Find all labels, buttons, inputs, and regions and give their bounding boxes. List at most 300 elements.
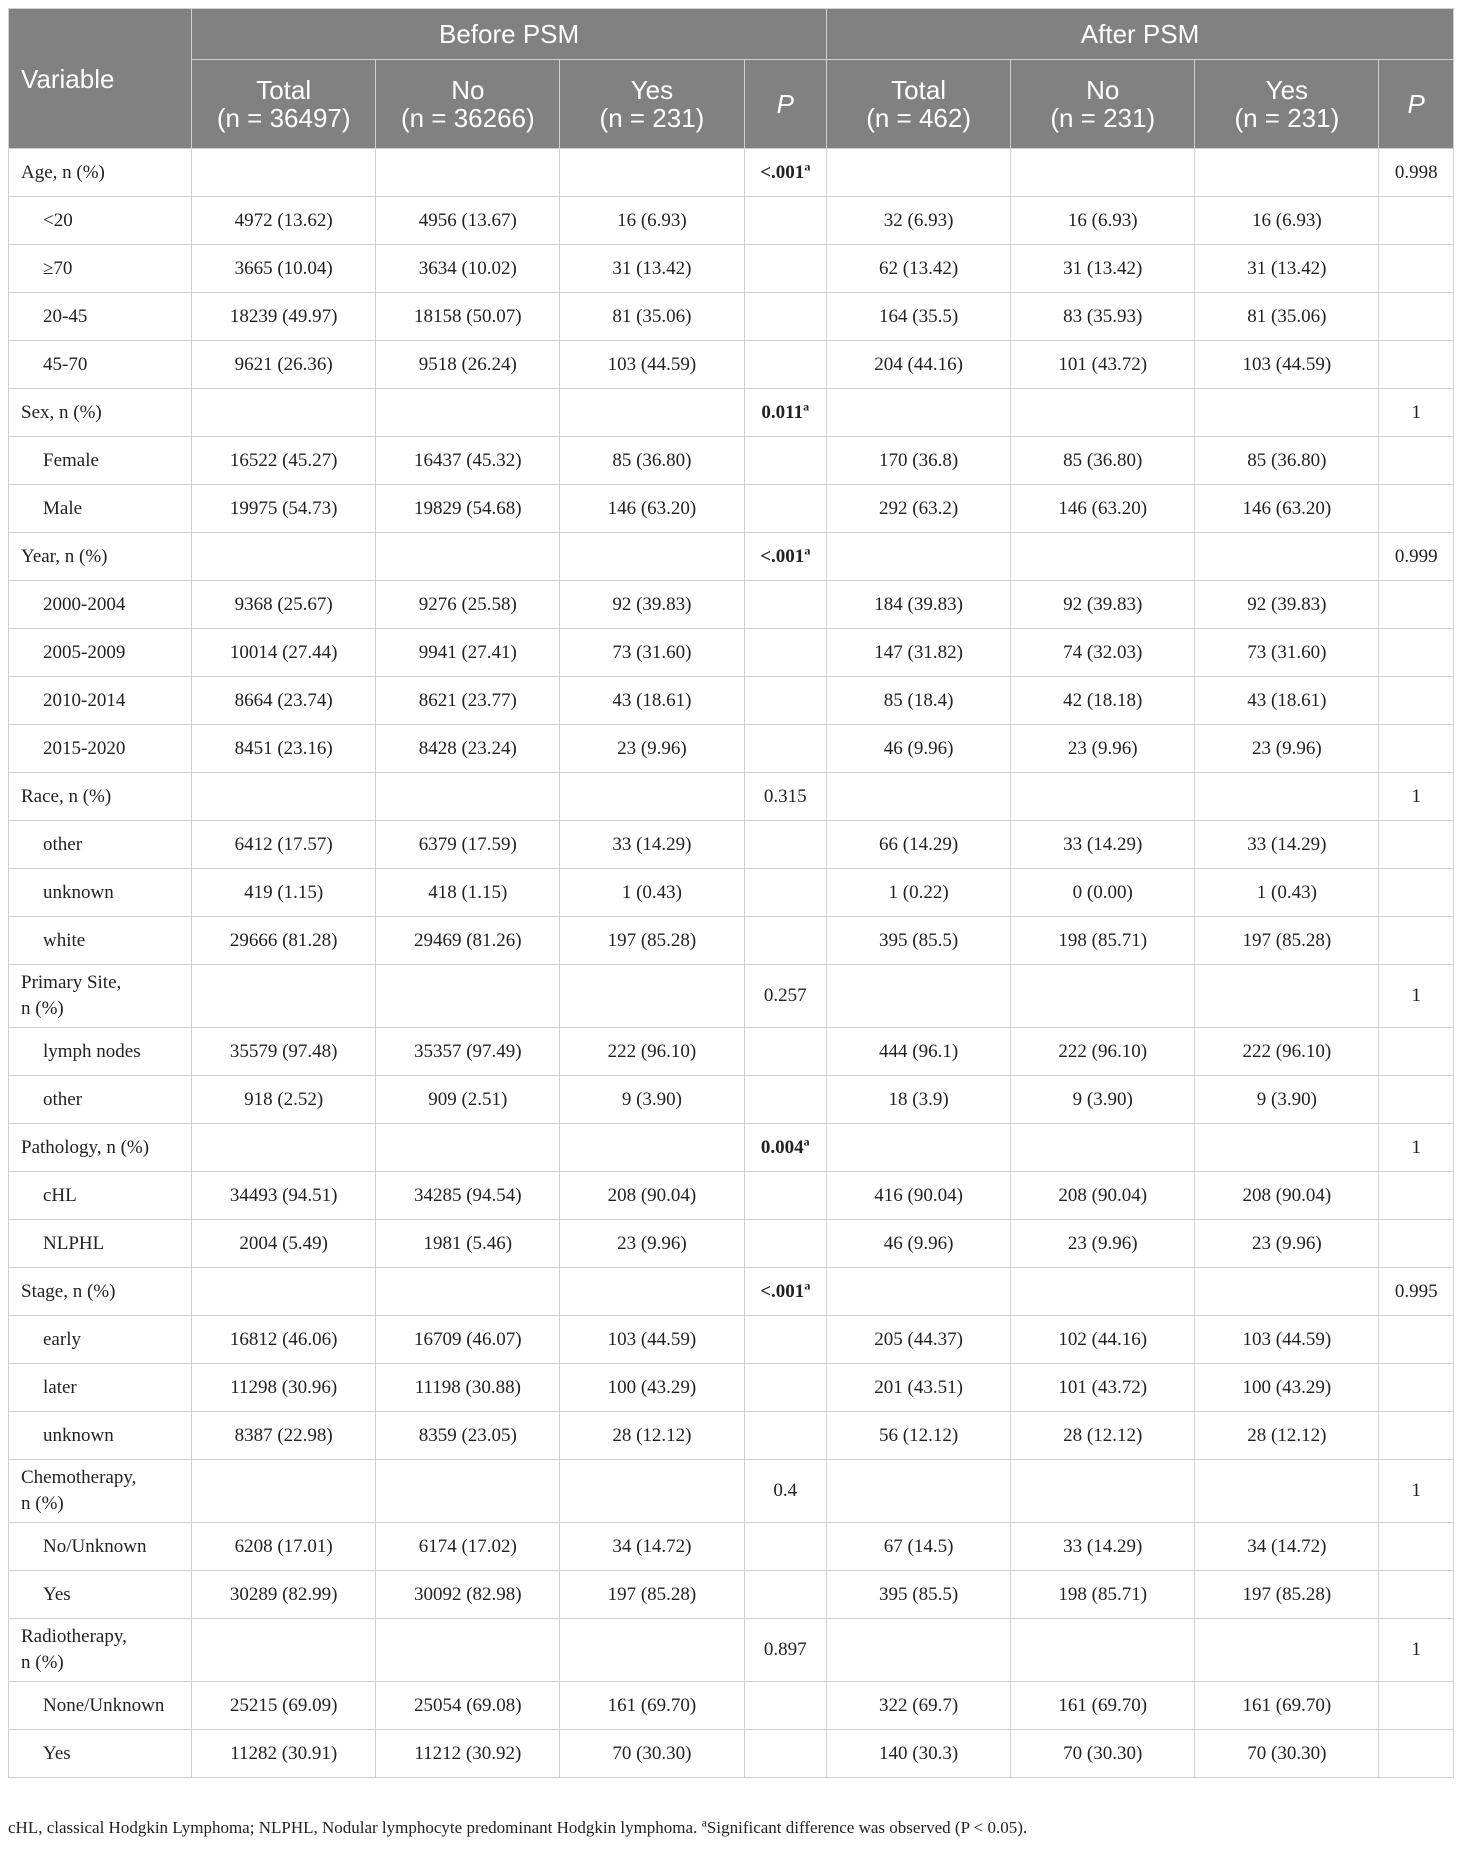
table-cell: 1981 (5.46) <box>376 1220 560 1268</box>
table-cell <box>1195 773 1379 821</box>
p-value-empty <box>744 485 827 533</box>
table-cell <box>827 1619 1011 1682</box>
p-value-before: 0.897 <box>744 1619 827 1682</box>
table-cell: 1 (0.43) <box>1195 869 1379 917</box>
p-value-empty <box>1379 485 1454 533</box>
table-cell: 201 (43.51) <box>827 1364 1011 1412</box>
table-cell: 161 (69.70) <box>560 1682 744 1730</box>
table-cell <box>376 1460 560 1523</box>
table-cell <box>376 965 560 1028</box>
table-row <box>9 1172 1454 1220</box>
table-row <box>9 1076 1454 1124</box>
p-value-empty <box>744 1682 827 1730</box>
row-label: NLPHL <box>9 1220 192 1268</box>
header-after-yes: Yes (n = 231) <box>1195 60 1379 149</box>
table-cell: 8359 (23.05) <box>376 1412 560 1460</box>
p-value-empty <box>744 1730 827 1778</box>
table-cell: 9 (3.90) <box>1195 1076 1379 1124</box>
header-variable: Variable <box>9 9 192 149</box>
p-value-after: 1 <box>1379 1619 1454 1682</box>
table-cell: 92 (39.83) <box>560 581 744 629</box>
table-cell: 395 (85.5) <box>827 1571 1011 1619</box>
table-cell: 9 (3.90) <box>560 1076 744 1124</box>
p-value-empty <box>1379 629 1454 677</box>
header-after-total: Total (n = 462) <box>827 60 1011 149</box>
table-cell: 419 (1.15) <box>192 869 376 917</box>
table-cell: 18158 (50.07) <box>376 293 560 341</box>
table-cell: 32 (6.93) <box>827 197 1011 245</box>
table-container <box>8 8 1454 1778</box>
p-value-before: <.001$^a$ <box>744 1268 827 1316</box>
row-label: unknown <box>9 1412 192 1460</box>
table-row <box>9 1523 1454 1571</box>
table-row <box>9 725 1454 773</box>
row-label: Stage, n (%) <box>9 1268 192 1316</box>
table-cell: 16 (6.93) <box>1195 197 1379 245</box>
table-cell: 16 (6.93) <box>560 197 744 245</box>
p-value-before: 0.004$^a$ <box>744 1124 827 1172</box>
table-cell: 3665 (10.04) <box>192 245 376 293</box>
table-cell: 9 (3.90) <box>1011 1076 1195 1124</box>
header-before-p: P <box>744 60 827 149</box>
table-row <box>9 581 1454 629</box>
table-row <box>9 869 1454 917</box>
table-cell: 34285 (94.54) <box>376 1172 560 1220</box>
table-cell: 197 (85.28) <box>560 1571 744 1619</box>
table-cell: 23 (9.96) <box>1011 725 1195 773</box>
table-cell <box>827 1124 1011 1172</box>
table-cell: 9368 (25.67) <box>192 581 376 629</box>
table-cell <box>1011 1460 1195 1523</box>
table-cell: 101 (43.72) <box>1011 341 1195 389</box>
p-value-empty <box>1379 1028 1454 1076</box>
table-cell: 31 (13.42) <box>560 245 744 293</box>
table-cell <box>1011 389 1195 437</box>
table-cell <box>192 389 376 437</box>
table-row <box>9 245 1454 293</box>
table-cell <box>376 1619 560 1682</box>
table-cell: 208 (90.04) <box>1195 1172 1379 1220</box>
table-cell <box>376 389 560 437</box>
table-cell: 23 (9.96) <box>1011 1220 1195 1268</box>
row-label: 2015-2020 <box>9 725 192 773</box>
table-cell: 204 (44.16) <box>827 341 1011 389</box>
p-value-after: 0.999 <box>1379 533 1454 581</box>
table-cell <box>1195 149 1379 197</box>
table-cell: 909 (2.51) <box>376 1076 560 1124</box>
table-cell <box>376 1268 560 1316</box>
table-row <box>9 1571 1454 1619</box>
table-cell: 208 (90.04) <box>560 1172 744 1220</box>
table-cell: 92 (39.83) <box>1195 581 1379 629</box>
table-cell: 6174 (17.02) <box>376 1523 560 1571</box>
table-cell <box>1195 389 1379 437</box>
table-cell: 9941 (27.41) <box>376 629 560 677</box>
table-cell: 81 (35.06) <box>560 293 744 341</box>
p-value-empty <box>744 197 827 245</box>
row-label: Female <box>9 437 192 485</box>
table-cell <box>560 389 744 437</box>
p-value-empty <box>744 1412 827 1460</box>
table-cell: 67 (14.5) <box>827 1523 1011 1571</box>
row-label: None/Unknown <box>9 1682 192 1730</box>
table-cell <box>560 1124 744 1172</box>
table-cell: 29469 (81.26) <box>376 917 560 965</box>
p-value-after: 1 <box>1379 1124 1454 1172</box>
table-cell: 81 (35.06) <box>1195 293 1379 341</box>
table-cell: 205 (44.37) <box>827 1316 1011 1364</box>
row-label: ≥70 <box>9 245 192 293</box>
table-row <box>9 629 1454 677</box>
table-cell <box>1011 1619 1195 1682</box>
p-value-before: 0.315 <box>744 773 827 821</box>
table-cell <box>827 389 1011 437</box>
table-cell: 70 (30.30) <box>560 1730 744 1778</box>
table-cell: 29666 (81.28) <box>192 917 376 965</box>
table-cell: 197 (85.28) <box>1195 1571 1379 1619</box>
row-label: 2000-2004 <box>9 581 192 629</box>
table-cell: 101 (43.72) <box>1011 1364 1195 1412</box>
p-value-before: 0.011$^a$ <box>744 389 827 437</box>
table-row-group <box>9 1124 1454 1172</box>
table-row-group <box>9 965 1454 1028</box>
table-cell: 85 (36.80) <box>1011 437 1195 485</box>
p-value-empty <box>744 293 827 341</box>
table-cell: 28 (12.12) <box>1011 1412 1195 1460</box>
table-cell: 85 (18.4) <box>827 677 1011 725</box>
table-cell: 103 (44.59) <box>1195 1316 1379 1364</box>
table-cell <box>376 149 560 197</box>
p-value-empty <box>1379 437 1454 485</box>
table-cell <box>192 1619 376 1682</box>
table-cell <box>1011 965 1195 1028</box>
table-cell: 43 (18.61) <box>560 677 744 725</box>
table-cell: 4972 (13.62) <box>192 197 376 245</box>
p-value-empty <box>1379 581 1454 629</box>
table-row <box>9 437 1454 485</box>
table-row <box>9 293 1454 341</box>
table-cell <box>1011 773 1195 821</box>
table-cell: 103 (44.59) <box>560 341 744 389</box>
row-label: Primary Site, n (%) <box>9 965 192 1028</box>
row-label: Race, n (%) <box>9 773 192 821</box>
table-cell <box>192 533 376 581</box>
table-cell: 73 (31.60) <box>560 629 744 677</box>
p-value-empty <box>744 1571 827 1619</box>
table-cell: 100 (43.29) <box>1195 1364 1379 1412</box>
table-cell <box>1011 1124 1195 1172</box>
table-row <box>9 1364 1454 1412</box>
table-cell: 34493 (94.51) <box>192 1172 376 1220</box>
table-cell: 16812 (46.06) <box>192 1316 376 1364</box>
table-cell: 197 (85.28) <box>1195 917 1379 965</box>
table-cell: 23 (9.96) <box>560 725 744 773</box>
table-row-group <box>9 533 1454 581</box>
table-cell: 918 (2.52) <box>192 1076 376 1124</box>
table-cell: 11212 (30.92) <box>376 1730 560 1778</box>
header-before-no: No (n = 36266) <box>376 60 560 149</box>
table-cell: 70 (30.30) <box>1195 1730 1379 1778</box>
table-row <box>9 1220 1454 1268</box>
table-cell: 11198 (30.88) <box>376 1364 560 1412</box>
table-cell: 34 (14.72) <box>560 1523 744 1571</box>
table-row <box>9 1682 1454 1730</box>
table-cell: 23 (9.96) <box>1195 725 1379 773</box>
table-cell: 43 (18.61) <box>1195 677 1379 725</box>
table-cell: 146 (63.20) <box>560 485 744 533</box>
table-cell: 146 (63.20) <box>1195 485 1379 533</box>
table-cell: 23 (9.96) <box>1195 1220 1379 1268</box>
table-cell: 25215 (69.09) <box>192 1682 376 1730</box>
table-cell: 18239 (49.97) <box>192 293 376 341</box>
p-value-empty <box>744 629 827 677</box>
table-cell: 4956 (13.67) <box>376 197 560 245</box>
table-cell <box>192 773 376 821</box>
table-cell: 161 (69.70) <box>1195 1682 1379 1730</box>
table-cell: 8621 (23.77) <box>376 677 560 725</box>
table-row-group <box>9 389 1454 437</box>
table-cell: 198 (85.71) <box>1011 1571 1195 1619</box>
table-row <box>9 1412 1454 1460</box>
p-value-empty <box>1379 677 1454 725</box>
row-label: unknown <box>9 869 192 917</box>
table-cell: 222 (96.10) <box>1011 1028 1195 1076</box>
table-body <box>9 149 1454 1778</box>
table-cell: 6412 (17.57) <box>192 821 376 869</box>
p-value-after: 1 <box>1379 389 1454 437</box>
table-row <box>9 917 1454 965</box>
table-cell: 16437 (45.32) <box>376 437 560 485</box>
table-cell <box>827 1268 1011 1316</box>
table-cell <box>1195 533 1379 581</box>
table-cell: 56 (12.12) <box>827 1412 1011 1460</box>
table-cell: 100 (43.29) <box>560 1364 744 1412</box>
table-cell <box>376 1124 560 1172</box>
table-cell <box>827 1460 1011 1523</box>
table-cell: 184 (39.83) <box>827 581 1011 629</box>
table-cell: 8451 (23.16) <box>192 725 376 773</box>
header-before-yes: Yes (n = 231) <box>560 60 744 149</box>
row-label: later <box>9 1364 192 1412</box>
table-cell: 418 (1.15) <box>376 869 560 917</box>
table-cell <box>1195 1619 1379 1682</box>
header-before-total: Total (n = 36497) <box>192 60 376 149</box>
row-label: <20 <box>9 197 192 245</box>
p-value-after: 1 <box>1379 965 1454 1028</box>
table-cell: 6208 (17.01) <box>192 1523 376 1571</box>
table-cell: 66 (14.29) <box>827 821 1011 869</box>
p-value-empty <box>744 725 827 773</box>
p-value-empty <box>1379 1730 1454 1778</box>
p-value-empty <box>744 677 827 725</box>
table-cell <box>560 1619 744 1682</box>
table-cell: 322 (69.7) <box>827 1682 1011 1730</box>
table-cell: 46 (9.96) <box>827 1220 1011 1268</box>
table-cell: 444 (96.1) <box>827 1028 1011 1076</box>
row-label: Pathology, n (%) <box>9 1124 192 1172</box>
table-cell: 25054 (69.08) <box>376 1682 560 1730</box>
row-label: No/Unknown <box>9 1523 192 1571</box>
table-cell: 19975 (54.73) <box>192 485 376 533</box>
table-cell: 3634 (10.02) <box>376 245 560 293</box>
table-cell: 197 (85.28) <box>560 917 744 965</box>
table-cell: 31 (13.42) <box>1011 245 1195 293</box>
table-cell: 83 (35.93) <box>1011 293 1195 341</box>
row-label: other <box>9 821 192 869</box>
table-cell: 416 (90.04) <box>827 1172 1011 1220</box>
table-cell <box>560 533 744 581</box>
table-cell: 30289 (82.99) <box>192 1571 376 1619</box>
table-cell: 74 (32.03) <box>1011 629 1195 677</box>
p-value-empty <box>1379 1316 1454 1364</box>
p-value-before: <.001$^a$ <box>744 533 827 581</box>
table-cell: 9518 (26.24) <box>376 341 560 389</box>
table-cell: 31 (13.42) <box>1195 245 1379 293</box>
table-cell <box>1195 1460 1379 1523</box>
row-label: Chemotherapy, n (%) <box>9 1460 192 1523</box>
table-row <box>9 1028 1454 1076</box>
table-cell <box>1195 1268 1379 1316</box>
p-value-empty <box>744 1364 827 1412</box>
table-cell <box>1195 965 1379 1028</box>
p-value-empty <box>1379 1220 1454 1268</box>
table-header <box>9 9 1454 149</box>
table-row <box>9 197 1454 245</box>
p-value-empty <box>744 341 827 389</box>
table-row <box>9 821 1454 869</box>
table-cell: 92 (39.83) <box>1011 581 1195 629</box>
row-label: 2010-2014 <box>9 677 192 725</box>
table-cell: 23 (9.96) <box>560 1220 744 1268</box>
table-cell: 146 (63.20) <box>1011 485 1195 533</box>
table-cell: 102 (44.16) <box>1011 1316 1195 1364</box>
p-value-empty <box>1379 293 1454 341</box>
table-cell <box>560 773 744 821</box>
p-value-empty <box>744 245 827 293</box>
table-cell: 70 (30.30) <box>1011 1730 1195 1778</box>
p-value-empty <box>1379 341 1454 389</box>
table-cell: 19829 (54.68) <box>376 485 560 533</box>
p-value-empty <box>1379 1571 1454 1619</box>
table-cell <box>1195 1124 1379 1172</box>
table-cell: 2004 (5.49) <box>192 1220 376 1268</box>
table-cell: 140 (30.3) <box>827 1730 1011 1778</box>
table-row <box>9 1730 1454 1778</box>
row-label: Sex, n (%) <box>9 389 192 437</box>
table-cell: 6379 (17.59) <box>376 821 560 869</box>
table-cell: 8664 (23.74) <box>192 677 376 725</box>
p-value-empty <box>1379 821 1454 869</box>
p-value-empty <box>1379 725 1454 773</box>
row-label: other <box>9 1076 192 1124</box>
table-cell: 28 (12.12) <box>560 1412 744 1460</box>
header-after-p: P <box>1379 60 1454 149</box>
table-cell <box>192 965 376 1028</box>
p-value-after: 0.998 <box>1379 149 1454 197</box>
p-value-empty <box>1379 1682 1454 1730</box>
table-cell: 33 (14.29) <box>560 821 744 869</box>
table-cell <box>827 149 1011 197</box>
table-cell <box>376 773 560 821</box>
table-cell: 62 (13.42) <box>827 245 1011 293</box>
table-cell: 8428 (23.24) <box>376 725 560 773</box>
table-cell: 164 (35.5) <box>827 293 1011 341</box>
table-row-group <box>9 149 1454 197</box>
header-before-psm: Before PSM <box>192 9 827 60</box>
table-cell <box>560 965 744 1028</box>
table-cell: 147 (31.82) <box>827 629 1011 677</box>
row-label: 45-70 <box>9 341 192 389</box>
table-cell <box>827 533 1011 581</box>
table-cell: 35357 (97.49) <box>376 1028 560 1076</box>
table-cell: 9276 (25.58) <box>376 581 560 629</box>
table-cell: 395 (85.5) <box>827 917 1011 965</box>
table-cell: 10014 (27.44) <box>192 629 376 677</box>
table-cell: 34 (14.72) <box>1195 1523 1379 1571</box>
table-cell: 42 (18.18) <box>1011 677 1195 725</box>
table-cell <box>192 1460 376 1523</box>
p-value-empty <box>1379 869 1454 917</box>
table-cell: 85 (36.80) <box>1195 437 1379 485</box>
p-value-before: 0.257 <box>744 965 827 1028</box>
table-cell: 16 (6.93) <box>1011 197 1195 245</box>
p-value-empty <box>1379 1364 1454 1412</box>
table-row-group <box>9 1460 1454 1523</box>
table-cell: 46 (9.96) <box>827 725 1011 773</box>
row-label: Age, n (%) <box>9 149 192 197</box>
row-label: Yes <box>9 1571 192 1619</box>
table-cell: 170 (36.8) <box>827 437 1011 485</box>
table-cell: 35579 (97.48) <box>192 1028 376 1076</box>
table-cell <box>560 1460 744 1523</box>
table-cell: 16709 (46.07) <box>376 1316 560 1364</box>
row-label: white <box>9 917 192 965</box>
p-value-empty <box>744 1316 827 1364</box>
table-row-group <box>9 1268 1454 1316</box>
table-cell <box>1011 533 1195 581</box>
table-cell: 33 (14.29) <box>1011 821 1195 869</box>
p-value-after: 1 <box>1379 773 1454 821</box>
table-cell: 11298 (30.96) <box>192 1364 376 1412</box>
p-value-empty <box>744 1028 827 1076</box>
table-cell: 1 (0.22) <box>827 869 1011 917</box>
row-label: cHL <box>9 1172 192 1220</box>
p-value-empty <box>1379 197 1454 245</box>
p-value-after: 1 <box>1379 1460 1454 1523</box>
table-cell: 73 (31.60) <box>1195 629 1379 677</box>
table-footnote: cHL, classical Hodgkin Lymphoma; NLPHL, Nodular lymphocyte predominant Hodgkin lymphoma. $^a$Significant difference was observed (P < 0.05). <box>8 1815 1028 1837</box>
row-label: Male <box>9 485 192 533</box>
table-row-group <box>9 773 1454 821</box>
table-cell <box>560 1268 744 1316</box>
p-value-after: 0.995 <box>1379 1268 1454 1316</box>
table-row <box>9 485 1454 533</box>
table-cell: 198 (85.71) <box>1011 917 1195 965</box>
table-cell <box>827 965 1011 1028</box>
p-value-empty <box>744 869 827 917</box>
p-value-empty <box>744 821 827 869</box>
p-value-empty <box>744 1523 827 1571</box>
table-cell: 0 (0.00) <box>1011 869 1195 917</box>
row-label: Year, n (%) <box>9 533 192 581</box>
p-value-empty <box>744 581 827 629</box>
table-cell <box>192 1124 376 1172</box>
p-value-before: 0.4 <box>744 1460 827 1523</box>
table-cell <box>192 149 376 197</box>
table-cell: 9621 (26.36) <box>192 341 376 389</box>
p-value-empty <box>744 917 827 965</box>
psm-baseline-table <box>8 8 1454 1778</box>
